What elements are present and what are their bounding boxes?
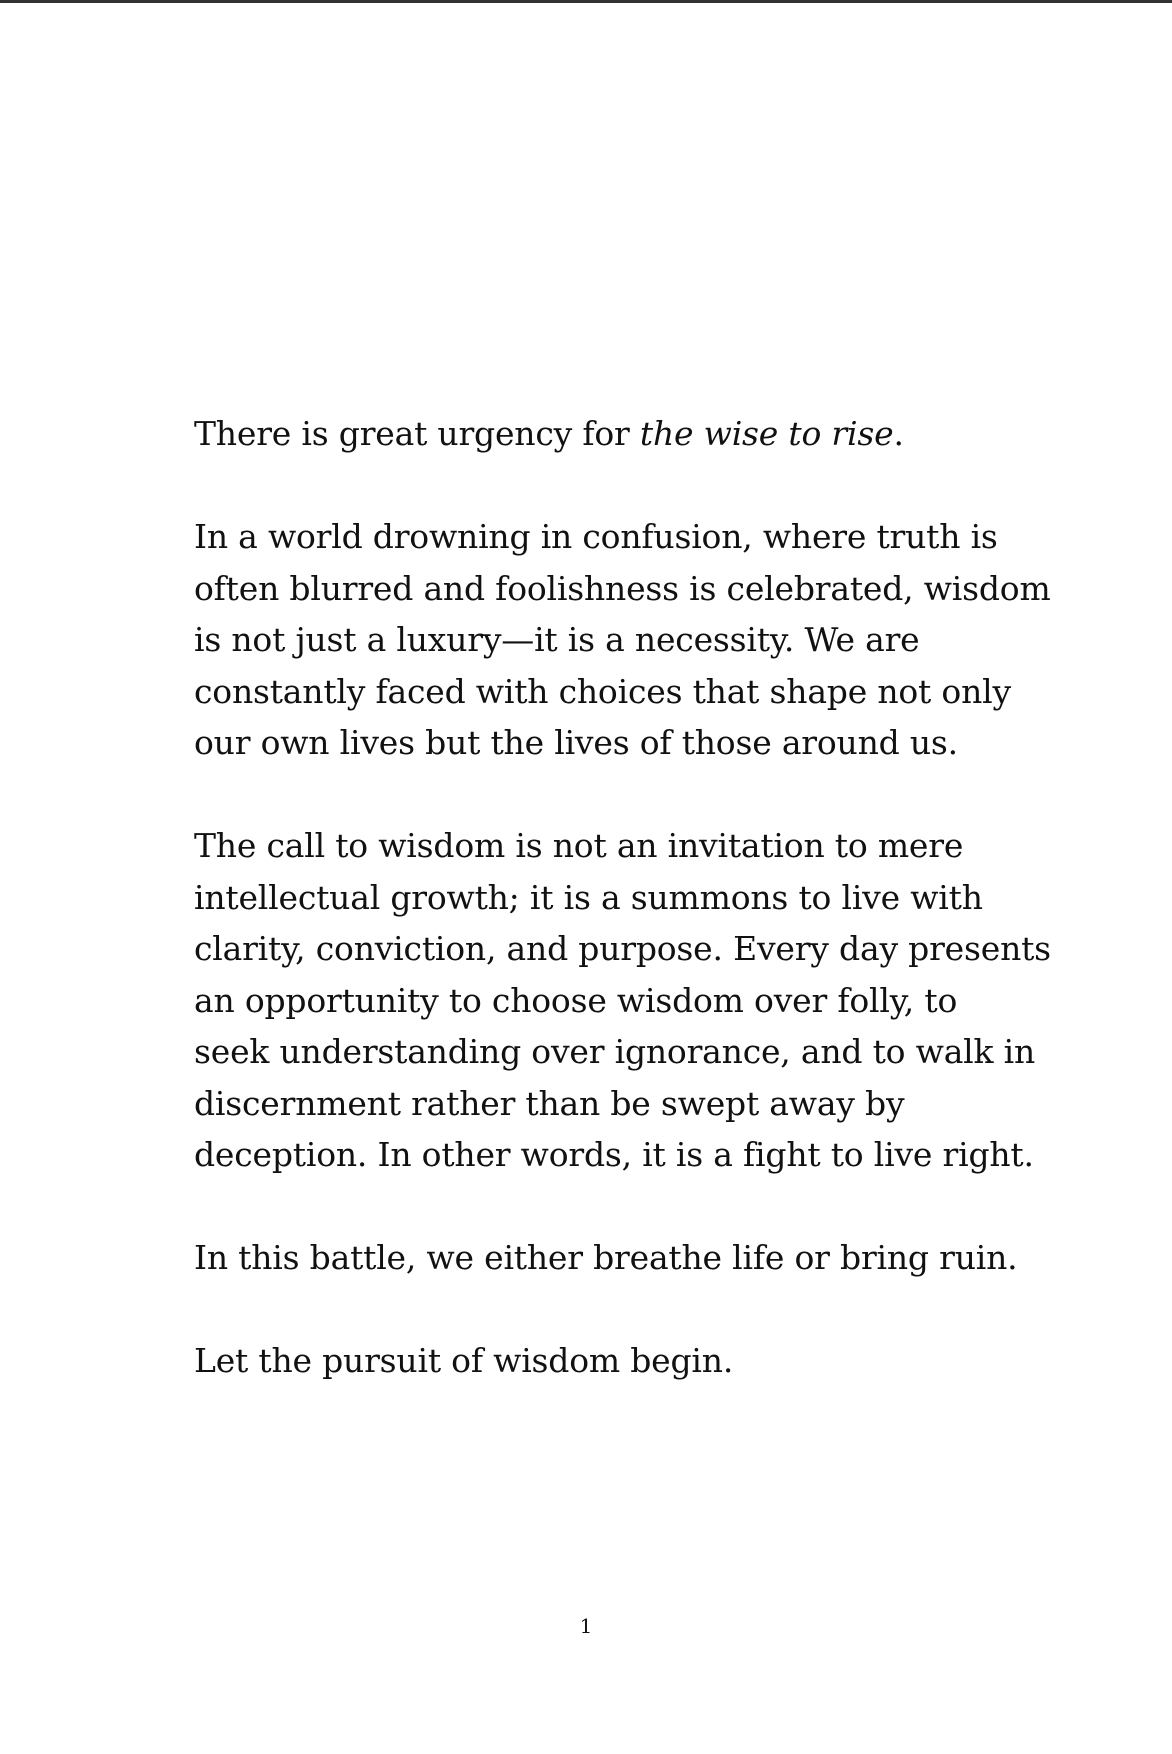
- top-border-rule: [0, 0, 1172, 3]
- paragraph-confusion: In a world drowning in confusion, where truth is often blurred and foolishness is celebrated, wisdom is not just a luxury—it is a necessity. We are constantly faced with choices that shape not only our own lives but the lives of those around us.: [194, 517, 1051, 762]
- paragraph-urgency-emphasis: the wise to rise: [639, 414, 894, 453]
- paragraph-call-to-wisdom: The call to wisdom is not an invitation to mere intellectual growth; it is a summons to live with clarity, conviction, and purpose. Every day presents an opportunity to choose wisdom over folly, to seek understanding over ignorance, and to walk in discernment rather than be swept away by deception. In other words, it is a fight to live right.: [194, 826, 1051, 1174]
- paragraph-battle: In this battle, we either breathe life or bring ruin.: [194, 1238, 1018, 1277]
- paragraph-begin: Let the pursuit of wisdom begin.: [194, 1341, 734, 1380]
- body-text: [194, 408, 1054, 1438]
- paragraph-urgency: [194, 408, 1054, 460]
- paragraph-urgency-lead: There is great urgency for: [194, 414, 640, 453]
- page-number: 1: [579, 1614, 593, 1638]
- paragraph-urgency-end: .: [893, 414, 904, 453]
